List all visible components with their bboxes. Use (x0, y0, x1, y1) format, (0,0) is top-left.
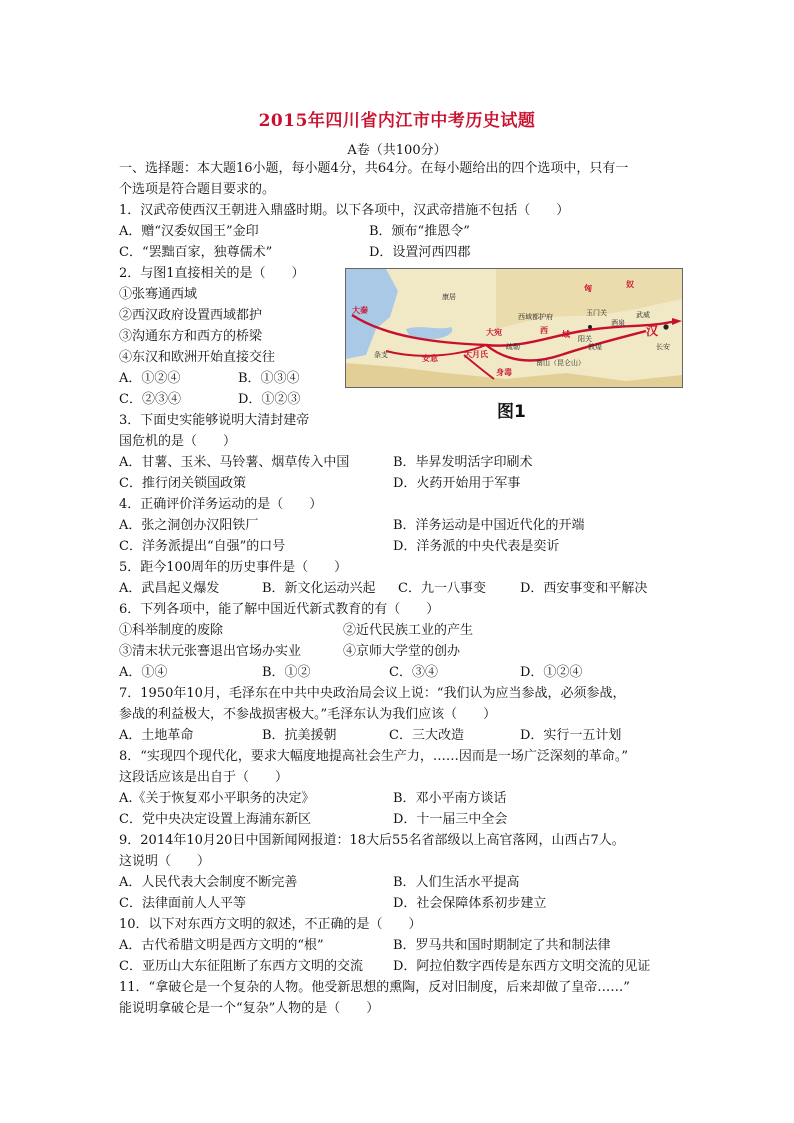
map-label-daqin: 大秦 (352, 306, 368, 315)
map-label-yu: 域 (562, 330, 570, 339)
map-label-han: 汉 (646, 324, 659, 338)
q10-option-b: B．罗马共和国时期制定了共和制法律 (393, 938, 611, 953)
q4-stem: 4．正确评价洋务运动的是（ ） (119, 497, 323, 512)
map-label-wuwei: 武威 (636, 311, 650, 319)
map-label-yumenguan: 玉门关 (586, 309, 607, 317)
q8-option-a: A.《关于恢复邓小平职务的决定》 (119, 791, 315, 806)
q9-option-c: C．法律面前人人平等 (119, 896, 246, 911)
q3-stem: 3．下面史实能够说明大清封建帝 (119, 413, 310, 428)
q3-stem-cont: 国危机的是（ ） (119, 434, 237, 449)
q2-item-1: ①张骞通西域 (119, 287, 198, 302)
q4-option-d: D．洋务派的中央代表是奕䜣 (393, 539, 560, 554)
q2-stem: 2．与图1直接相关的是（ ） (119, 266, 305, 281)
q6-stem: 6．下列各项中，能了解中国近代新式教育的有（ ） (119, 602, 440, 617)
q9-option-d: D．社会保障体系初步建立 (393, 896, 547, 911)
q2-option-c: C．②③④ (119, 392, 181, 407)
q6-option-b: B．①② (262, 665, 311, 680)
map-label-shule: 疏勒 (506, 343, 520, 351)
q7-option-b: B．抗美援朝 (262, 728, 337, 743)
map-label-anxi: 安息 (422, 354, 438, 363)
changan-marker (663, 324, 668, 329)
q6-item-2: ②近代民族工业的产生 (343, 623, 474, 638)
map-label-xiyu-duhufu: 西域都护府 (518, 313, 553, 321)
figure-caption: 图1 (497, 402, 526, 422)
map-label-dayuan: 大宛 (486, 328, 502, 337)
q3-option-b: B．毕昇发明活字印刷术 (393, 455, 533, 470)
q9-stem-cont: 这说明（ ） (119, 854, 211, 869)
q5-stem: 5．距今100周年的历史事件是（ ） (119, 560, 348, 575)
q2-option-d: D．①②③ (238, 392, 301, 407)
q9-option-a: A．人民代表大会制度不断完善 (119, 875, 298, 890)
q7-stem: 7．1950年10月，毛泽东在中共中央政治局会议上说：“我们认为应当参战，必须参战， (119, 686, 626, 701)
q2-option-a: A．①②④ (119, 371, 181, 386)
q4-option-a: A．张之洞创办汉阳铁厂 (119, 518, 259, 533)
q4-option-b: B．洋务运动是中国近代化的开端 (393, 518, 585, 533)
q4-option-c: C．洋务派提出“自强”的口号 (119, 539, 286, 554)
q11-stem: 11．“拿破仑是一个复杂的人物。他受新思想的熏陶，反对旧制度，后来却做了皇帝……” (119, 980, 630, 995)
silk-road-map (345, 268, 683, 388)
map-label-jiuquan: 酒泉 (611, 319, 625, 327)
q6-option-c: C．③④ (389, 665, 438, 680)
q2-item-3: ③沟通东方和西方的桥梁 (119, 329, 263, 344)
map-label-yangguan: 阳关 (578, 335, 592, 343)
q8-option-d: D．十一届三中全会 (393, 812, 508, 827)
map-graphic (346, 269, 682, 387)
map-label-dayuezhi: 大月氏 (464, 350, 488, 359)
q1-stem: 1．汉武帝使西汉王朝进入鼎盛时期。以下各项中，汉武帝措施不包括（ ） (119, 203, 570, 218)
q2-item-4: ④东汉和欧洲开始直接交往 (119, 350, 276, 365)
southern-region (346, 363, 682, 387)
route-arrow-east (672, 318, 682, 325)
q7-option-d: D．实行一五计划 (520, 728, 622, 743)
q5-option-d: D．西安事变和平解决 (520, 581, 648, 596)
q7-stem-cont: 参战的利益极大，不参战损害极大。”毛泽东认为我们应该（ ） (119, 707, 497, 722)
q1-option-b: B．颁布“推恩令” (369, 224, 470, 239)
q2-item-2: ②西汉政府设置西域都护 (119, 308, 263, 323)
q5-option-c: C．九一八事变 (398, 581, 486, 596)
map-label-xi: 西 (540, 326, 548, 335)
q6-item-4: ④京师大学堂的创办 (343, 644, 461, 659)
q6-item-1: ①科举制度的废除 (119, 623, 224, 638)
page-title: 2015年四川省内江市中考历史试题 (258, 111, 536, 131)
q1-option-d: D．设置河西四郡 (369, 245, 471, 260)
map-label-tiaozhi: 条支 (374, 351, 388, 359)
q1-option-c: C．“罢黜百家，独尊儒术” (119, 245, 273, 260)
q10-stem: 10．以下对东西方文明的叙述，不正确的是（ ） (119, 917, 422, 932)
q5-option-b: B．新文化运动兴起 (262, 581, 376, 596)
q3-option-d: D．火药开始用于军事 (393, 476, 521, 491)
map-label-changan: 长安 (656, 343, 670, 351)
map-label-shendu: 身毒 (496, 368, 512, 377)
q5-option-a: A．武昌起义爆发 (119, 581, 220, 596)
q2-option-b: B．①③④ (238, 371, 300, 386)
q7-option-c: C．三大改造 (389, 728, 464, 743)
q7-option-a: A．土地革命 (119, 728, 194, 743)
q3-option-c: C．推行闭关锁国政策 (119, 476, 246, 491)
q10-option-d: D．阿拉伯数字西传是东西方文明交流的见证 (393, 959, 651, 974)
q8-option-b: B．邓小平南方谈话 (393, 791, 507, 806)
map-label-xiongnu-1: 匈 (584, 284, 592, 293)
q1-option-a: A．赠“汉委奴国王”金印 (119, 224, 259, 239)
q8-stem: 8．“实现四个现代化，要求大幅度地提高社会生产力，……因而是一场广泛深刻的革命。” (119, 749, 629, 764)
paper-subtitle: A卷（共100分） (347, 143, 447, 158)
q6-option-d: D．①②④ (520, 665, 583, 680)
q6-item-3: ③清末状元张謇退出官场办实业 (119, 644, 302, 659)
dunhuang-marker (588, 325, 592, 329)
q10-option-c: C．亚历山大东征阻断了东西方文明的交流 (119, 959, 363, 974)
q6-option-a: A．①④ (119, 665, 168, 680)
map-label-xiongnu-2: 奴 (626, 280, 634, 289)
q10-option-a: A．古代希腊文明是西方文明的“根” (119, 938, 324, 953)
q9-option-b: B．人们生活水平提高 (393, 875, 520, 890)
q8-option-c: C．党中央决定设置上海浦东新区 (119, 812, 311, 827)
q9-stem: 9．2014年10月20日中国新闻网报道：18大后55名省部级以上高官落网，山西占7人。 (119, 833, 625, 848)
map-label-nanshan: 南山（昆仑山） (536, 359, 585, 367)
q11-stem-cont: 能说明拿破仑是一个“复杂”人物的是（ ） (119, 1001, 380, 1016)
section-intro-cont: 个选项是符合题目要求的。 (119, 182, 276, 197)
q3-option-a: A．甘薯、玉米、马铃薯、烟草传入中国 (119, 455, 350, 470)
section-intro: 一、选择题：本大题16小题，每小题4分，共64分。在每小题给出的四个选项中，只有一 (119, 161, 629, 176)
map-label-kangju: 康居 (442, 293, 456, 301)
q8-stem-cont: 这段话应该是出自于（ ） (119, 770, 289, 785)
map-label-dunhuang: 敦煌 (588, 343, 602, 351)
